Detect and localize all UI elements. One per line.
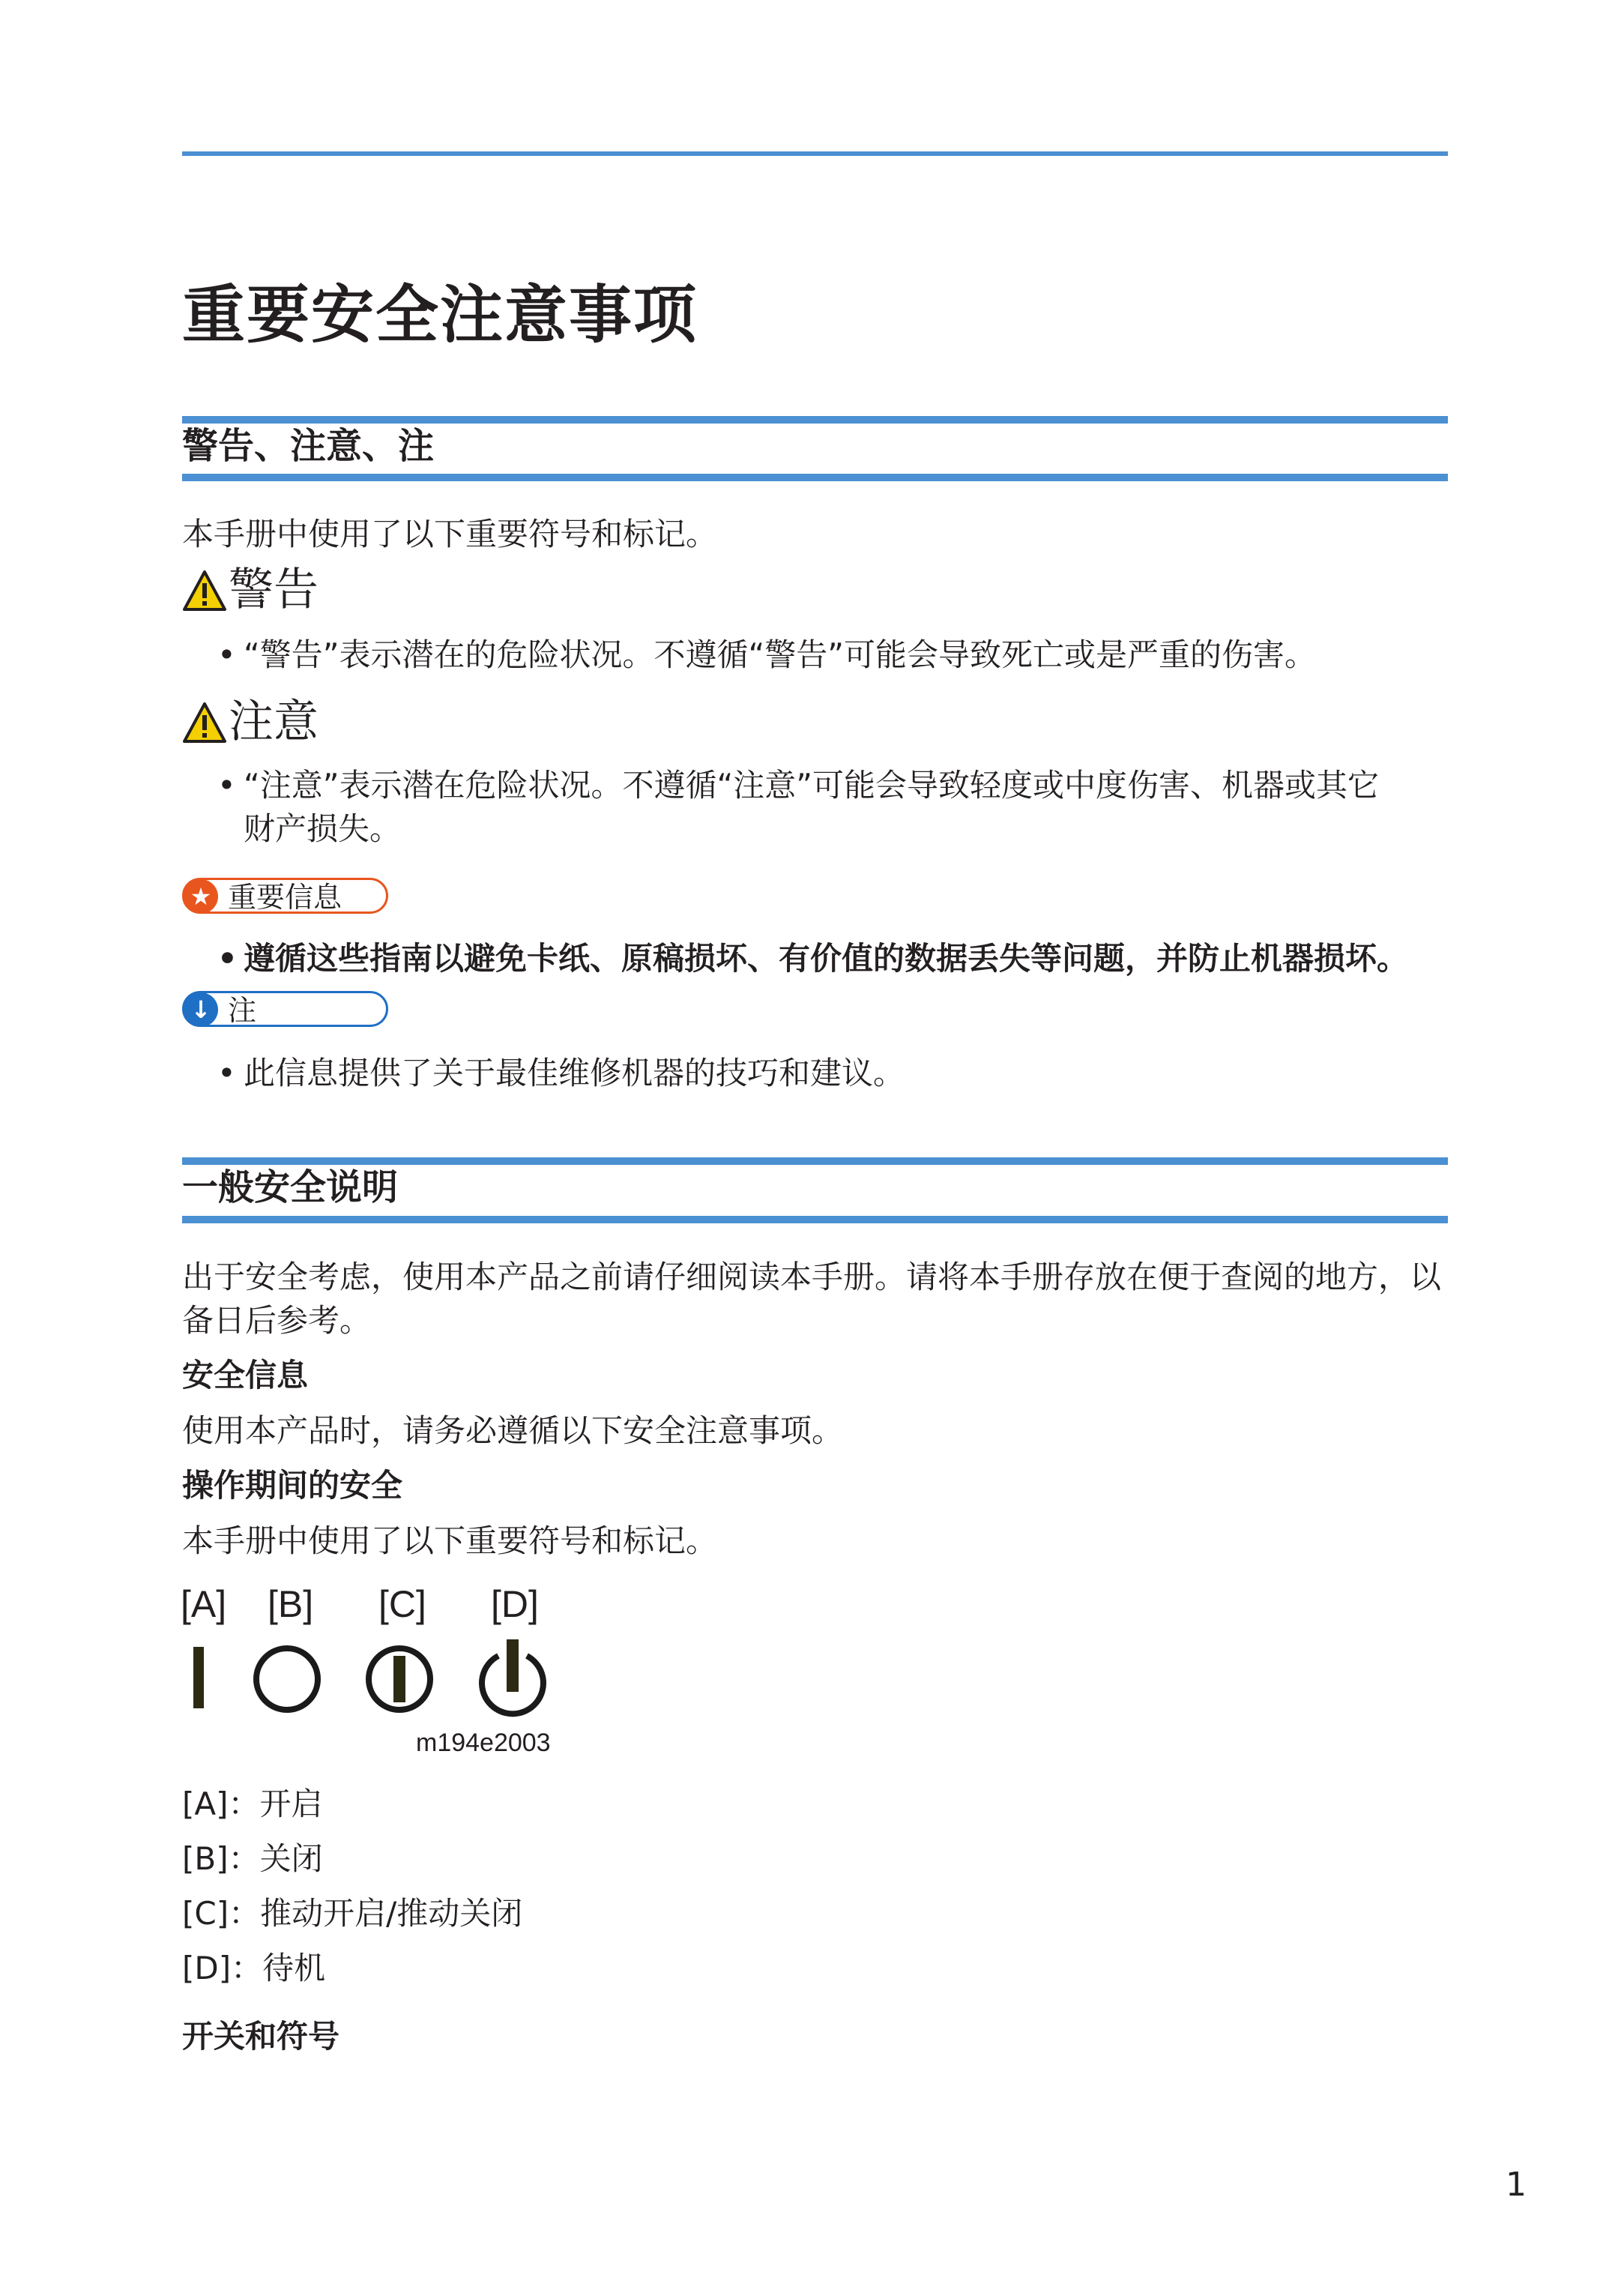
star-icon: ★: [184, 879, 218, 914]
caution-text-line2: 财产损失。: [244, 810, 402, 847]
switch-heading: 开关和符号: [182, 2018, 340, 2055]
section1-top-rule: [182, 416, 1448, 424]
operation-heading: 操作期间的安全: [182, 1467, 403, 1504]
top-rule: [182, 151, 1448, 156]
symbol-label-d: [D]: [491, 1583, 539, 1625]
section1-intro: 本手册中使用了以下重要符号和标记。: [182, 516, 718, 552]
important-bullet: •: [217, 940, 238, 977]
note-label: 注: [228, 994, 257, 1027]
symbol-label-c: [C]: [378, 1583, 426, 1625]
section1-bottom-rule: [182, 474, 1448, 481]
note-bullet: •: [217, 1055, 236, 1091]
section2-intro-line1: 出于安全考虑，使用本产品之前请仔细阅读本手册。请将本手册存放在便于查阅的地方，以: [182, 1259, 1442, 1295]
caution-label: 注意: [229, 696, 319, 748]
caution-triangle-icon: [182, 702, 227, 744]
section2-bottom-rule: [182, 1216, 1448, 1223]
warning-triangle-icon: [182, 570, 227, 612]
legend-b: [B]：关闭: [182, 1840, 323, 1877]
section2-intro-line2: 备日后参考。: [182, 1302, 372, 1339]
power-symbols-figure: [180, 1638, 570, 1720]
safety-info-heading: 安全信息: [182, 1357, 309, 1393]
figure-code: m194e2003: [416, 1729, 551, 1757]
warning-label: 警告: [229, 564, 319, 616]
on-symbol-icon: [193, 1647, 204, 1708]
note-pill: [182, 991, 388, 1027]
warning-text: “警告”表示潜在的危险状况。不遵循“警告”可能会导致死亡或是严重的伤害。: [244, 636, 1317, 673]
operation-text: 本手册中使用了以下重要符号和标记。: [182, 1522, 718, 1559]
warning-bullet: •: [217, 636, 236, 673]
off-symbol-icon: [256, 1648, 318, 1710]
safety-info-text: 使用本产品时，请务必遵循以下安全注意事项。: [182, 1412, 844, 1449]
page-number: 1: [1506, 2166, 1527, 2204]
important-pill: [182, 878, 388, 914]
push-on-off-symbol-icon: [369, 1648, 430, 1710]
note-text: 此信息提供了关于最佳维修机器的技巧和建议。: [244, 1055, 905, 1091]
symbol-label-a: [A]: [181, 1583, 227, 1625]
important-label: 重要信息: [228, 881, 342, 914]
section2-top-rule: [182, 1157, 1448, 1165]
section2-heading: 一般安全说明: [182, 1166, 399, 1208]
symbol-label-b: [B]: [268, 1583, 314, 1625]
legend-d: [D]：待机: [182, 1950, 326, 1986]
legend-c: [C]：推动开启/推动关闭: [182, 1895, 523, 1932]
legend-a: [A]：开启: [182, 1786, 323, 1822]
page-title: 重要安全注意事项: [182, 278, 698, 352]
caution-bullet: •: [217, 767, 236, 804]
down-arrow-icon: ↓: [184, 992, 218, 1027]
section1-heading: 警告、注意、注: [182, 425, 435, 467]
important-text: 遵循这些指南以避免卡纸、原稿损坏、有价值的数据丢失等问题，并防止机器损坏。: [244, 940, 1409, 977]
caution-text-line1: “注意”表示潜在危险状况。不遵循“注意”可能会导致轻度或中度伤害、机器或其它: [244, 767, 1380, 804]
standby-symbol-icon: [482, 1639, 543, 1714]
